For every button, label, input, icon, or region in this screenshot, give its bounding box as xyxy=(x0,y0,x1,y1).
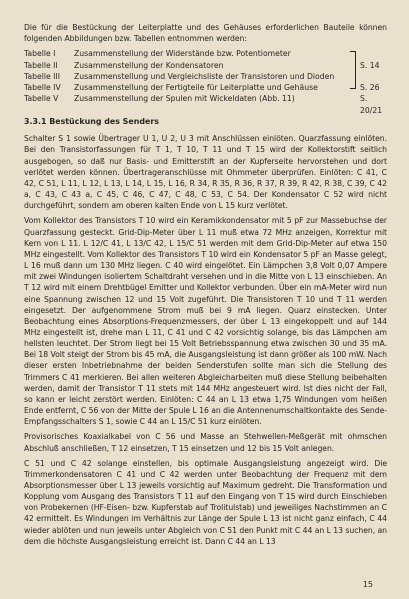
paragraph: Provisorisches Koaxialkabel von C 56 und Masse an Stehwellen-Meßgerät mit ohmschen Abschluß anschließen, T 12 einsetzen, T 15 einsetzen und 12 bis 15 Volt anlegen. xyxy=(24,432,387,453)
table-label: Tabelle IV xyxy=(24,82,61,92)
table-row xyxy=(24,48,354,59)
table-row xyxy=(24,60,354,71)
table-text: Zusammenstellung der Spulen mit Wickeldaten (Abb. 11) xyxy=(74,94,295,104)
table-label: Tabelle III xyxy=(24,71,60,81)
paragraph: C 51 und C 42 solange einstellen, bis optimale Ausgangsleistung angezeigt wird. Die Trimmerkondensatoren C 41 und C 42 werden unter Beobachtung der Frequenz mit dem Absorptionsmesser über L 13 jeweils vorsichtig auf Maximum gedreht. Die Transformation und Kopplung vom Ausgang des Transistors T 11 auf den Eingang von T 15 wird durch Einschieben von Probekernen (HF-Eisen- bzw. Kupferstab auf Trolitulstab) und jeweiliges Nachstimmen an C 42 ermittelt. Es Windungen im Verhältnis zur Länge der Spule L 13 ist nicht ganz einfach, C 44 wieder ablöten und nun jeweils unter Abgleich von C 51 den Punkt mit C 44 an L 13 suchen, an dem die höchste Ausgangsleistung erreicht ist. Dann C 44 an L 13 xyxy=(24,458,387,546)
section-heading: 3.3.1 Bestückung des Senders xyxy=(24,117,159,127)
brace xyxy=(350,51,356,89)
paragraph: Schalter S 1 sowie Übertrager U 1, U 2, U 3 mit Anschlüssen einlöten. Quarzfassung einlöten. Bei den Transistorfassungen für T 1, T 10, T 11 und T 15 wird der Kollektorstift seitlich ausgebogen, so daß nur Basis- und Emitterstift an der Kupferseite hervorstehen und dort verlötet werden können. Übertrageranschlüsse mit Ohmmeter überprüfen. Einlöten: C 41, C 42, C 51, L 11, L 12, L 13, L 14, L 15, L 16, R 34, R 35, R 36, R 37, R 39, R 42, R 38, C 39, C 42 a, C 43, C 43 a, C 45, C 46, C 47, C 48, C 53, C 54. Der Kondensator C 52 wird nicht durchgeführt, sondern am oberen kalten Ende von L 15 kurz verlötet. xyxy=(24,134,387,211)
table-list xyxy=(24,48,387,115)
table-text: Zusammenstellung der Fertigteile für Leiterplatte und Gehäuse xyxy=(74,82,318,92)
page-number: 15 xyxy=(362,580,373,589)
table-label: Tabelle II xyxy=(24,60,58,70)
table-page: S. 20/21 xyxy=(360,94,383,115)
table-row xyxy=(24,93,383,115)
table-text: Zusammenstellung und Vergleichsliste der Transistoren und Dioden xyxy=(74,71,335,81)
table-page: S. 26 xyxy=(360,83,380,93)
table-row xyxy=(24,82,380,93)
table-text: Zusammenstellung der Widerstände bzw. Potentiometer xyxy=(74,49,291,59)
table-label: Tabelle V xyxy=(24,94,59,104)
table-label: Tabelle I xyxy=(24,49,56,59)
table-text: Zusammenstellung der Kondensatoren xyxy=(74,60,224,70)
table-page: S. 14 xyxy=(360,61,380,71)
intro-text: Die für die Bestückung der Leiterplatte und des Gehäuses erforderlichen Bauteile können folgenden Abbildungen bzw. Tabellen entnommen werden: xyxy=(24,23,387,44)
paragraph: Vom Kollektor des Transistors T 10 wird ein Keramikkondensator mit 5 pF zur Massebuchse der Quarzfassung gesteckt. Grid-Dip-Meter über L 11 muß etwa 72 MHz anzeigen, Korrektur mit Kern von L 11. L 12/C 41, L 13/C 42, L 15/C 51 werden mit dem Grid-Dip-Meter auf etwa 150 MHz eingestellt. Vom Kollektor des Transistors T 10 wird ein Kondensator 5 pF an Masse gelegt, L 16 muß dann um 130 MHz liegen. C 40 wird eingelötet. Ein Lämpchen 3,8 Volt 0,07 Ampere mit zwei Windungen isoliertem Schaltdraht versehen und in die Mitte von L 13 einschieben. An T 12 wird mit einem Drehtbügel Emitter und Kollektor verbunden. Über ein mA-Meter wird nun eine Spannung zwischen 12 und 15 Volt zugeführt. Die Transistoren T 10 und T 11 werden eingesetzt. Der aufgenommene Strom muß bei 9 mA liegen. Quarz einstecken. Unter Beobachtung eines Absorptions-Frequenzmessers, der über L 13 eingekoppelt und auf 144 MHz eingestellt ist, drehe man L 11, C 41 und C 42 vorsichtig solange, bis das Lämpchen am hellsten leuchtet. Der Strom liegt bei 15 Volt Betriebsspannung etwa zwischen 30 und 35 mA. Bei 18 Volt steigt der Strom bis 45 mA, die Ausgangsleistung ist dann größer als 100 mW. Nach dieser ersten Inbetriebnahme der beiden Senderstufen sollte man sich die Stellung des Trimmers C 41 merkieren. Bei allen weiteren Abgleicharbeiten muß diese Stellung beibehalten werden, damit der Transistor T 11 stets mit 144 MHz angesteuert wird. Ist dies nicht der Fall, so kann er leicht zerstört werden. Einlöten: C 44 an L 13 etwa 1,75 Windungen vom heißen Ende entfernt, C 56 von der Mitte der Spule L 16 an die Antennenumschaltkontakte des Sende-Empfangsschalters S 1, sowie C 44 an L 15/C 51 kurz einlöten. xyxy=(24,216,387,427)
